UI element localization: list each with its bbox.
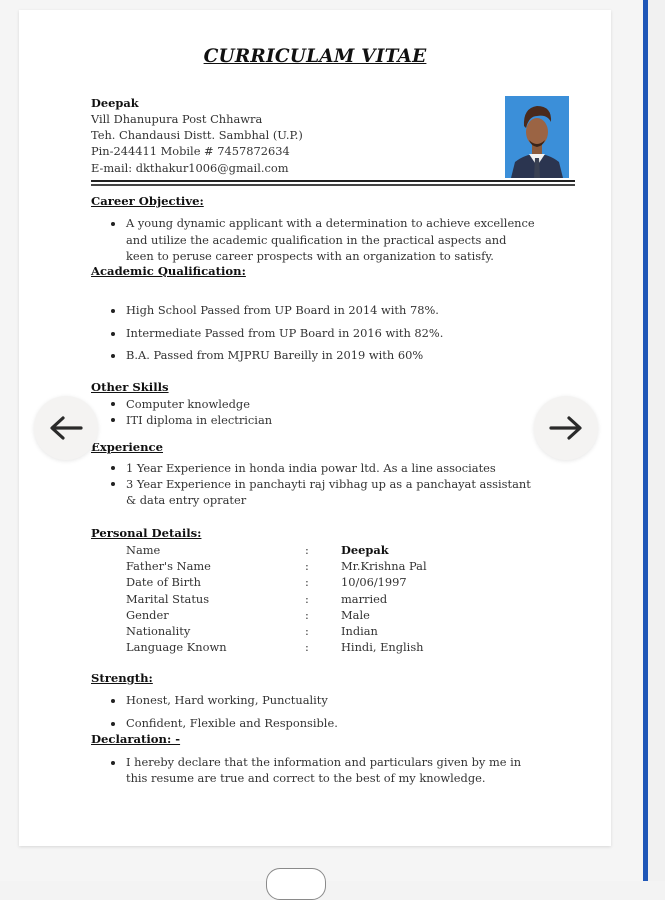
other-skills-heading: Other Skills — [91, 380, 169, 394]
experience-heading: Experience — [91, 440, 163, 454]
skill-item: ITI diploma in electrician — [126, 413, 273, 427]
header-divider-secondary — [91, 184, 575, 186]
previous-page-button[interactable] — [34, 396, 98, 460]
bullet — [111, 309, 115, 313]
bullet — [111, 418, 115, 422]
personal-separator: : — [305, 640, 309, 655]
personal-value: Male — [341, 607, 370, 622]
objective-line: and utilize the academic qualification in the practical aspects and — [126, 233, 507, 247]
bullet — [111, 354, 115, 358]
side-panel-edge — [648, 0, 665, 881]
strength-item: Honest, Hard working, Punctuality — [126, 693, 328, 707]
experience-item: 1 Year Experience in honda india powar ltd. As a line associates — [126, 461, 496, 475]
personal-value: Hindi, English — [341, 640, 424, 655]
academic-item: High School Passed from UP Board in 2014 with 78%. — [126, 303, 439, 317]
objective-line: A young dynamic applicant with a determination to achieve excellence — [126, 216, 535, 230]
strength-heading: Strength: — [91, 671, 153, 685]
declaration-heading: Declaration: - — [91, 732, 181, 746]
personal-value: 10/06/1997 — [341, 575, 407, 590]
personal-label: Nationality — [126, 624, 191, 638]
address-line-2: Teh. Chandausi Distt. Sambhal (U.P.) — [91, 128, 303, 142]
personal-label: Father's Name — [126, 559, 211, 574]
candidate-name: Deepak — [91, 96, 139, 110]
bullet — [111, 482, 115, 486]
skill-item: Computer knowledge — [126, 397, 250, 411]
career-objective-heading: Career Objective: — [91, 194, 204, 208]
document-title: CURRICULAM VITAE — [203, 46, 427, 67]
personal-value: Indian — [341, 624, 378, 638]
personal-label: Marital Status — [126, 591, 210, 606]
personal-separator: : — [305, 607, 309, 622]
pin-mobile: Pin-244411 Mobile # 7457872634 — [91, 144, 290, 158]
bullet — [111, 466, 115, 470]
document-page — [19, 10, 611, 846]
personal-label: Date of Birth — [126, 575, 201, 590]
arrow-left-icon — [49, 416, 83, 440]
bullet — [111, 761, 115, 765]
academic-item: Intermediate Passed from UP Board in 2016 with 82%. — [126, 326, 444, 340]
personal-details-heading: Personal Details: — [91, 526, 202, 540]
academic-heading: Academic Qualification: — [91, 264, 246, 278]
personal-label: Name — [126, 543, 161, 557]
personal-separator: : — [305, 575, 309, 590]
profile-photo — [505, 96, 569, 178]
bullet — [111, 699, 115, 703]
personal-separator: : — [305, 624, 309, 638]
objective-line: keen to peruse career prospects with an organization to satisfy. — [126, 249, 494, 263]
personal-separator: : — [305, 591, 309, 606]
bottom-handle-button[interactable] — [266, 868, 326, 900]
personal-separator: : — [305, 543, 309, 557]
strength-item: Confident, Flexible and Responsible. — [126, 716, 338, 730]
declaration-line: this resume are true and correct to the best of my knowledge. — [126, 771, 486, 785]
bullet — [111, 722, 115, 726]
personal-value: Deepak — [341, 543, 389, 557]
declaration-line: I hereby declare that the information and particulars given by me in — [126, 755, 522, 769]
header-divider — [91, 180, 575, 182]
personal-value: Mr.Krishna Pal — [341, 559, 427, 574]
academic-item: B.A. Passed from MJPRU Bareilly in 2019 with 60% — [126, 348, 424, 362]
email: E-mail: dkthakur1006@gmail.com — [91, 161, 289, 175]
experience-continuation: & data entry oprater — [126, 493, 247, 507]
bullet — [111, 332, 115, 336]
personal-label: Language Known — [126, 640, 227, 655]
address-line-1: Vill Dhanupura Post Chhawra — [91, 112, 263, 126]
personal-label: Gender — [126, 607, 169, 622]
personal-separator: : — [305, 559, 309, 574]
personal-value: married — [341, 591, 388, 606]
bullet — [111, 402, 115, 406]
arrow-right-icon — [549, 416, 583, 440]
bullet — [111, 222, 115, 226]
next-page-button[interactable] — [534, 396, 598, 460]
experience-item: 3 Year Experience in panchayti raj vibhag up as a panchayat assistant — [126, 477, 531, 491]
